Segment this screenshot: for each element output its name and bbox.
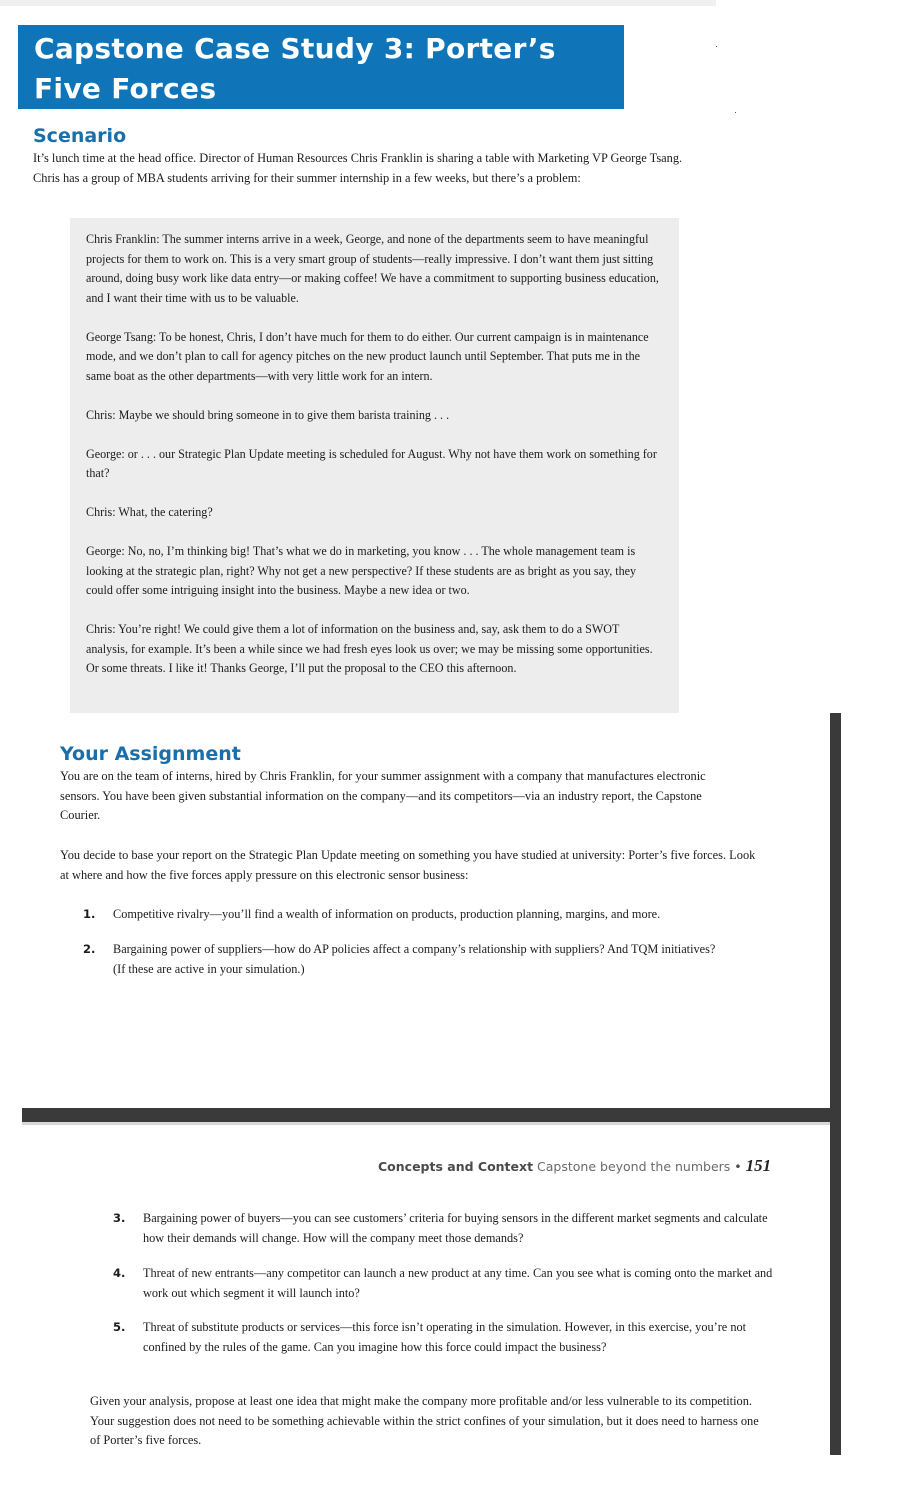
list-number: 5. [113, 1320, 126, 1334]
dialogue-line: Chris Franklin: The summer interns arrive in a week, George, and none of the departments seem to have meaningful projects for them to work on. This is a very smart group of students—really impressive. I don’t want them just sitting around, doing busy work like data entry—or making coffee! We have a commitment to supporting business education, and I want their time with us to be valuable. [86, 232, 659, 305]
running-header-subtitle: Capstone beyond the numbers [537, 1159, 731, 1174]
list-number: 4. [113, 1266, 126, 1280]
running-header-bullet: • [734, 1159, 742, 1174]
assignment-paragraph: You decide to base your report on the Strategic Plan Update meeting on something you have studied at university: Porter’s five forces. Look at where and how the five forces apply pressure on this electronic sensor business: [60, 848, 756, 882]
page-title: Capstone Case Study 3: Porter’s Five Forces [34, 32, 556, 105]
scan-speck [716, 46, 717, 47]
scenario-intro: It’s lunch time at the head office. Director of Human Resources Chris Franklin is sharing a table with Marketing VP George Tsang. Chris has a group of MBA students arriving for their summer internship in a few weeks, but there’s a problem: [33, 151, 683, 185]
list-text: Threat of substitute products or services—this force isn’t operating in the simulation. However, in this exercise, you’re not confined by the rules of the game. Can you imagine how this force could impact the business? [143, 1320, 747, 1354]
dialogue-box [70, 218, 679, 713]
dialogue-line: Chris: Maybe we should bring someone in to give them barista training . . . [86, 407, 450, 422]
running-header-section: Concepts and Context [378, 1159, 534, 1174]
list-number: 2. [83, 942, 96, 956]
title-banner [18, 25, 624, 109]
list-text: Competitive rivalry—you’ll find a wealth of information on products, production planning, margins, and more. [113, 907, 661, 921]
assignment-heading: Your Assignment [60, 743, 241, 765]
list-number: 1. [83, 907, 96, 921]
dialogue-line: Chris: You’re right! We could give them a lot of information on the business and, say, ask them to do a SWOT analysis, for example. It’s been a while since we had fresh eyes look us over; we may be missing some opportunities. Or some threats. I like it! Thanks George, I’ll put the proposal to the CEO this afternoon. [86, 622, 653, 675]
page-edge-shadow [830, 713, 841, 1111]
assignment-paragraph: You are on the team of interns, hired by Chris Franklin, for your summer assignment with a company that manufactures electronic sensors. You have been given substantial information on the company—and its competitors—via an industry report, the Capstone Courier. [60, 769, 706, 822]
list-text: Threat of new entrants—any competitor can launch a new product at any time. Can you see what is coming onto the market and work out which segment it will launch into? [143, 1266, 773, 1300]
running-header [378, 1157, 770, 1176]
scenario-heading: Scenario [33, 125, 127, 147]
list-text: Bargaining power of suppliers—how do AP policies affect a company’s relationship with suppliers? And TQM initiatives? (If these are active in your simulation.) [113, 942, 716, 976]
scan-speck [735, 112, 736, 113]
dialogue-line: George: No, no, I’m thinking big! That’s what we do in marketing, you know . . . The whole management team is looking at the strategic plan, right? Why not get a new perspective? If these students are as bright as you say, they could offer some intriguing insight into the business. Maybe a new idea or two. [86, 544, 637, 597]
list-number: 3. [113, 1211, 126, 1225]
page-edge-shadow [830, 1125, 841, 1455]
dialogue-line: Chris: What, the catering? [86, 505, 213, 519]
dialogue-line: George Tsang: To be honest, Chris, I don’t have much for them to do either. Our current campaign is in maintenance mode, and we don’t plan to call for agency pitches on the new product launch until September. That puts me in the same boat as the other departments—with very little work for an intern. [86, 329, 649, 383]
page-break-edge [22, 1122, 830, 1125]
list-text: Bargaining power of buyers—you can see customers’ criteria for buying sensors in the different market segments and calculate how their demands will change. How will the company meet those demands? [143, 1211, 768, 1245]
page-number: 151 [745, 1156, 772, 1175]
closing-paragraph: Given your analysis, propose at least one idea that might make the company more profitable and/or less vulnerable to its competition. Your suggestion does not need to be something achievable within the strict confines of your simulation, but it does need to harness one of Porter’s five forces. [90, 1394, 759, 1447]
top-edge-rule [0, 0, 716, 6]
dialogue-line: George: or . . . our Strategic Plan Update meeting is scheduled for August. Why not have them work on something for that? [86, 446, 657, 480]
